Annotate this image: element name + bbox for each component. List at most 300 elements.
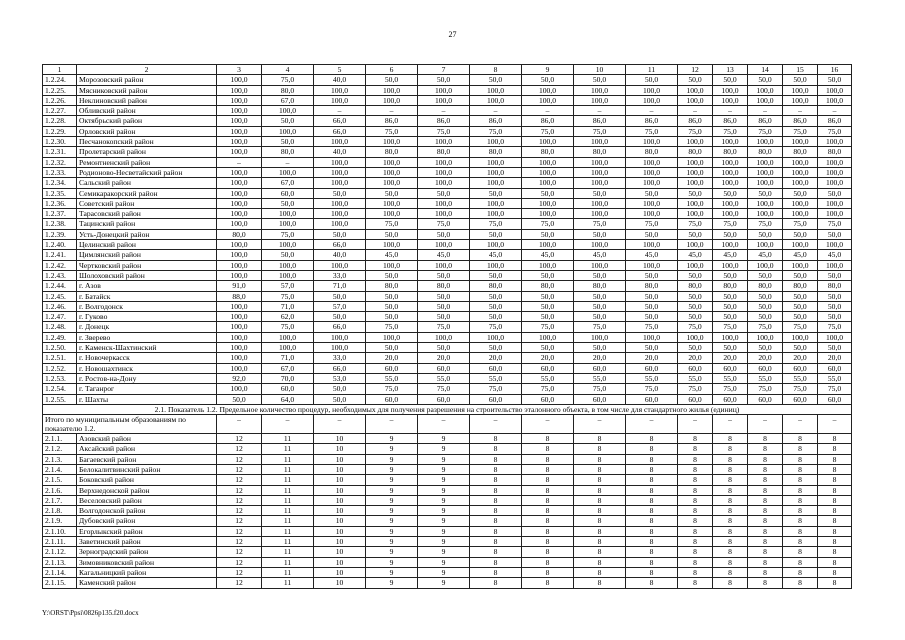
value-cell: 8 [713,578,748,588]
value-cell: 8 [783,454,818,464]
column-number-cell: 13 [713,65,748,75]
value-cell: 55,0 [713,373,748,383]
municipality-name-cell: г. Новошахтинск [77,363,217,373]
value-cell: 60,0 [418,363,470,373]
value-cell: 100,0 [678,85,713,95]
value-cell: 8 [574,526,626,536]
value-cell: 50,0 [678,291,713,301]
value-cell: 45,0 [574,250,626,260]
value-cell: 8 [783,526,818,536]
row-number-cell: 1.2.29. [43,126,77,136]
value-cell: 86,0 [366,116,418,126]
value-cell: 100,0 [314,95,366,105]
value-cell: 50,0 [418,312,470,322]
value-cell: 60,0 [783,363,818,373]
value-cell: 55,0 [366,373,418,383]
value-cell: 100,0 [574,332,626,342]
value-cell: 12 [217,567,262,577]
table-row [43,373,852,383]
value-cell: 8 [678,567,713,577]
table-body [43,65,852,589]
column-number-cell: 2 [77,65,217,75]
value-cell: 11 [262,495,314,505]
value-cell: 8 [470,557,522,567]
value-cell: 80,0 [522,281,574,291]
value-cell: – [783,106,818,116]
municipality-name-cell: Орловский район [77,126,217,136]
value-cell: 50,0 [748,301,783,311]
value-cell: 8 [522,454,574,464]
row-number-cell: 1.2.37. [43,209,77,219]
value-cell: 100,0 [470,198,522,208]
value-cell: 100,0 [366,240,418,250]
value-cell: 50,0 [818,188,852,198]
value-cell: 86,0 [818,116,852,126]
value-cell: 100,0 [217,137,262,147]
value-cell: 66,0 [314,363,366,373]
value-cell: 8 [678,547,713,557]
table-row [43,198,852,208]
value-cell: 10 [314,537,366,547]
value-cell: 86,0 [713,116,748,126]
value-cell: 45,0 [418,250,470,260]
value-cell: 50,0 [818,343,852,353]
value-cell: 12 [217,557,262,567]
value-cell: 8 [678,464,713,474]
row-number-cell: 1.2.44. [43,281,77,291]
value-cell: 8 [470,516,522,526]
column-number-cell: 1 [43,65,77,75]
value-cell: 8 [748,454,783,464]
value-cell: 100,0 [713,198,748,208]
value-cell: 100,0 [470,95,522,105]
value-cell: 50,0 [574,270,626,280]
municipality-name-cell: г. Зверево [77,332,217,342]
value-cell: 55,0 [678,373,713,383]
row-number-cell: 1.2.52. [43,363,77,373]
value-cell: 8 [783,485,818,495]
value-cell: 8 [818,537,852,547]
value-cell: 8 [713,495,748,505]
value-cell: 75,0 [262,291,314,301]
value-cell: 8 [574,495,626,505]
value-cell: 100,0 [783,178,818,188]
value-cell: 50,0 [522,312,574,322]
value-cell: 75,0 [818,322,852,332]
value-cell: 12 [217,475,262,485]
value-cell: 8 [818,516,852,526]
value-cell: 75,0 [366,219,418,229]
value-cell: 80,0 [574,281,626,291]
value-cell: 100,0 [366,95,418,105]
value-cell: 55,0 [418,373,470,383]
row-number-cell: 1.2.30. [43,137,77,147]
value-cell: 8 [678,444,713,454]
value-cell: 50,0 [626,75,678,85]
table-row [43,567,852,577]
row-number-cell: 1.2.27. [43,106,77,116]
row-number-cell: 2.1.12. [43,547,77,557]
value-cell: 8 [783,567,818,577]
value-cell: 45,0 [678,250,713,260]
value-cell: 50,0 [366,270,418,280]
value-cell: 100,0 [748,178,783,188]
value-cell: 100,0 [314,85,366,95]
value-cell: 100,0 [713,95,748,105]
row-number-cell: 1.2.39. [43,229,77,239]
value-cell: 80,0 [262,85,314,95]
table-row [43,332,852,342]
value-cell: 8 [713,464,748,474]
value-cell: 9 [418,434,470,444]
table-row [43,85,852,95]
municipality-name-cell: г. Шахты [77,394,217,404]
total-row-label: Итого по муниципальным образованиям по показателю 1.2. [43,415,217,434]
value-cell: 100,0 [783,95,818,105]
value-cell: 11 [262,516,314,526]
value-cell: 60,0 [522,394,574,404]
value-cell: 100,0 [262,126,314,136]
value-cell: 8 [678,475,713,485]
column-number-cell: 9 [522,65,574,75]
table-row [43,537,852,547]
value-cell: 100,0 [818,95,852,105]
value-cell: 50,0 [522,229,574,239]
value-cell: 100,0 [574,198,626,208]
indicator-table [42,64,852,589]
value-cell: 75,0 [522,384,574,394]
value-cell: 100,0 [470,240,522,250]
value-cell: 64,0 [262,394,314,404]
value-cell: 12 [217,547,262,557]
value-cell: 50,0 [217,394,262,404]
value-cell: 8 [713,547,748,557]
section-caption: 2.1. Показатель 1.2. Предельное количество процедур, необходимых для получения разрешения на строительство эталонного объекта, в том числе для стандартного жилья (единиц) [43,404,852,414]
table-row [43,547,852,557]
total-value-cell: – [574,415,626,434]
value-cell: 100,0 [366,137,418,147]
row-number-cell: 1.2.33. [43,167,77,177]
value-cell: 8 [574,475,626,485]
value-cell: 50,0 [678,312,713,322]
value-cell: 60,0 [522,363,574,373]
value-cell: 8 [818,578,852,588]
value-cell: 100,0 [262,106,314,116]
value-cell: 75,0 [366,322,418,332]
value-cell: 9 [418,444,470,454]
value-cell: 91,0 [217,281,262,291]
column-number-cell: 12 [678,65,713,75]
value-cell: 100,0 [366,85,418,95]
value-cell: 75,0 [748,322,783,332]
value-cell: 100,0 [418,95,470,105]
value-cell: 50,0 [783,75,818,85]
value-cell: 75,0 [470,219,522,229]
value-cell: 100,0 [713,178,748,188]
value-cell: 80,0 [470,281,522,291]
municipality-name-cell: г. Таганрог [77,384,217,394]
row-number-cell: 2.1.7. [43,495,77,505]
value-cell: 8 [522,557,574,567]
column-number-cell: 7 [418,65,470,75]
value-cell: 8 [470,454,522,464]
municipality-name-cell: г. Каменск-Шахтинский [77,343,217,353]
value-cell: 50,0 [748,312,783,322]
value-cell: 75,0 [470,126,522,136]
municipality-name-cell: Веселовский район [77,495,217,505]
value-cell: 50,0 [748,75,783,85]
value-cell: 100,0 [574,260,626,270]
table-row [43,178,852,188]
value-cell: 8 [678,495,713,505]
table-row [43,485,852,495]
value-cell: 100,0 [314,260,366,270]
value-cell: 100,0 [366,332,418,342]
section-caption-row [43,404,852,414]
value-cell: 100,0 [217,332,262,342]
table-row [43,434,852,444]
value-cell: 20,0 [522,353,574,363]
value-cell: 9 [418,506,470,516]
value-cell: 100,0 [217,116,262,126]
value-cell: 9 [366,557,418,567]
total-value-cell: – [470,415,522,434]
value-cell: 12 [217,506,262,516]
value-cell: 11 [262,567,314,577]
value-cell: 8 [783,547,818,557]
value-cell: 45,0 [470,250,522,260]
value-cell: 8 [574,454,626,464]
value-cell: 71,0 [262,353,314,363]
value-cell: 75,0 [366,126,418,136]
value-cell: 100,0 [783,157,818,167]
value-cell: 50,0 [818,75,852,85]
value-cell: 50,0 [314,291,366,301]
value-cell: 60,0 [470,363,522,373]
value-cell: 8 [678,526,713,536]
value-cell: 8 [783,464,818,474]
value-cell: 60,0 [818,394,852,404]
value-cell: 50,0 [713,291,748,301]
value-cell: 100,0 [678,240,713,250]
value-cell: 11 [262,485,314,495]
value-cell: 100,0 [748,209,783,219]
value-cell: 100,0 [748,332,783,342]
value-cell: 8 [818,495,852,505]
value-cell: 50,0 [262,250,314,260]
value-cell: 8 [678,516,713,526]
value-cell: 8 [522,526,574,536]
value-cell: 50,0 [418,291,470,301]
value-cell: 66,0 [314,240,366,250]
value-cell: 100,0 [818,85,852,95]
value-cell: 60,0 [818,363,852,373]
value-cell: 10 [314,557,366,567]
value-cell: 9 [366,464,418,474]
value-cell: 8 [713,454,748,464]
value-cell: – [314,106,366,116]
value-cell: 80,0 [748,281,783,291]
value-cell: 10 [314,485,366,495]
value-cell: – [574,106,626,116]
value-cell: 100,0 [366,198,418,208]
value-cell: 100,0 [574,167,626,177]
row-number-cell: 1.2.38. [43,219,77,229]
value-cell: 100,0 [470,332,522,342]
value-cell: 86,0 [574,116,626,126]
value-cell: 11 [262,557,314,567]
value-cell: 50,0 [748,291,783,301]
value-cell: 75,0 [574,219,626,229]
value-cell: 50,0 [574,229,626,239]
value-cell: 100,0 [217,343,262,353]
value-cell: 86,0 [522,116,574,126]
value-cell: 100,0 [217,270,262,280]
value-cell: 100,0 [783,85,818,95]
value-cell: 50,0 [574,343,626,353]
value-cell: 50,0 [522,270,574,280]
value-cell: 8 [748,557,783,567]
value-cell: 40,0 [314,75,366,85]
value-cell: 50,0 [314,384,366,394]
value-cell: 100,0 [217,322,262,332]
value-cell: 100,0 [783,260,818,270]
value-cell: 8 [678,578,713,588]
value-cell: 10 [314,444,366,454]
value-cell: 8 [626,537,678,547]
value-cell: 100,0 [217,147,262,157]
value-cell: 100,0 [783,332,818,342]
table-row [43,394,852,404]
table-row [43,526,852,536]
value-cell: 100,0 [783,198,818,208]
row-number-cell: 1.2.45. [43,291,77,301]
value-cell: 50,0 [470,75,522,85]
value-cell: 100,0 [574,157,626,167]
value-cell: 80,0 [713,281,748,291]
value-cell: 12 [217,485,262,495]
table-row [43,116,852,126]
value-cell: 86,0 [783,116,818,126]
value-cell: 86,0 [678,116,713,126]
value-cell: 11 [262,444,314,454]
value-cell: 75,0 [574,322,626,332]
value-cell: 8 [713,444,748,454]
value-cell: 8 [626,567,678,577]
value-cell: 9 [418,464,470,474]
table-row [43,219,852,229]
value-cell: 100,0 [818,260,852,270]
value-cell: 50,0 [678,270,713,280]
value-cell: 75,0 [783,384,818,394]
value-cell: 8 [818,444,852,454]
value-cell: 75,0 [522,219,574,229]
row-number-cell: 1.2.41. [43,250,77,260]
value-cell: – [818,106,852,116]
value-cell: 11 [262,547,314,557]
value-cell: 100,0 [314,198,366,208]
value-cell: 100,0 [522,209,574,219]
value-cell: 8 [678,434,713,444]
value-cell: 100,0 [418,209,470,219]
value-cell: 50,0 [418,188,470,198]
value-cell: 100,0 [818,137,852,147]
value-cell: 75,0 [783,322,818,332]
table-row [43,495,852,505]
value-cell: 86,0 [748,116,783,126]
value-cell: 57,0 [262,281,314,291]
value-cell: 8 [522,495,574,505]
value-cell: 50,0 [678,343,713,353]
value-cell: 50,0 [783,188,818,198]
value-cell: 50,0 [418,343,470,353]
row-number-cell: 2.1.3. [43,454,77,464]
total-value-cell: – [314,415,366,434]
value-cell: 75,0 [748,219,783,229]
value-cell: 50,0 [522,291,574,301]
value-cell: 9 [418,547,470,557]
value-cell: 8 [783,557,818,567]
value-cell: 60,0 [713,363,748,373]
table-row [43,126,852,136]
value-cell: 70,0 [262,373,314,383]
municipality-name-cell: Шолоховский район [77,270,217,280]
value-cell: 100,0 [783,240,818,250]
value-cell: 80,0 [522,147,574,157]
total-value-cell: – [678,415,713,434]
municipality-name-cell: г. Батайск [77,291,217,301]
value-cell: 100,0 [262,240,314,250]
value-cell: 100,0 [314,219,366,229]
value-cell: 9 [366,454,418,464]
value-cell: 55,0 [748,373,783,383]
value-cell: 100,0 [366,260,418,270]
row-number-cell: 2.1.5. [43,475,77,485]
municipality-name-cell: Целинский район [77,240,217,250]
value-cell: 8 [522,516,574,526]
value-cell: 33,0 [314,353,366,363]
value-cell: 100,0 [366,167,418,177]
value-cell: 100,0 [418,167,470,177]
value-cell: 10 [314,454,366,464]
value-cell: 8 [678,537,713,547]
value-cell: 100,0 [217,75,262,85]
value-cell: 20,0 [470,353,522,363]
value-cell: 50,0 [574,291,626,301]
value-cell: 50,0 [818,291,852,301]
row-number-cell: 1.2.49. [43,332,77,342]
row-number-cell: 2.1.9. [43,516,77,526]
value-cell: 55,0 [626,373,678,383]
value-cell: 45,0 [713,250,748,260]
value-cell: 100,0 [748,95,783,105]
value-cell: 80,0 [626,147,678,157]
value-cell: 75,0 [366,384,418,394]
value-cell: 75,0 [418,384,470,394]
value-cell: 100,0 [522,167,574,177]
value-cell: 100,0 [626,167,678,177]
table-row [43,363,852,373]
value-cell: 66,0 [314,126,366,136]
value-cell: 75,0 [818,219,852,229]
municipality-name-cell: Обливский район [77,106,217,116]
row-number-cell: 2.1.11. [43,537,77,547]
value-cell: 50,0 [626,301,678,311]
value-cell: 8 [626,526,678,536]
table-row [43,137,852,147]
value-cell: 45,0 [818,250,852,260]
row-number-cell: 1.2.54. [43,384,77,394]
